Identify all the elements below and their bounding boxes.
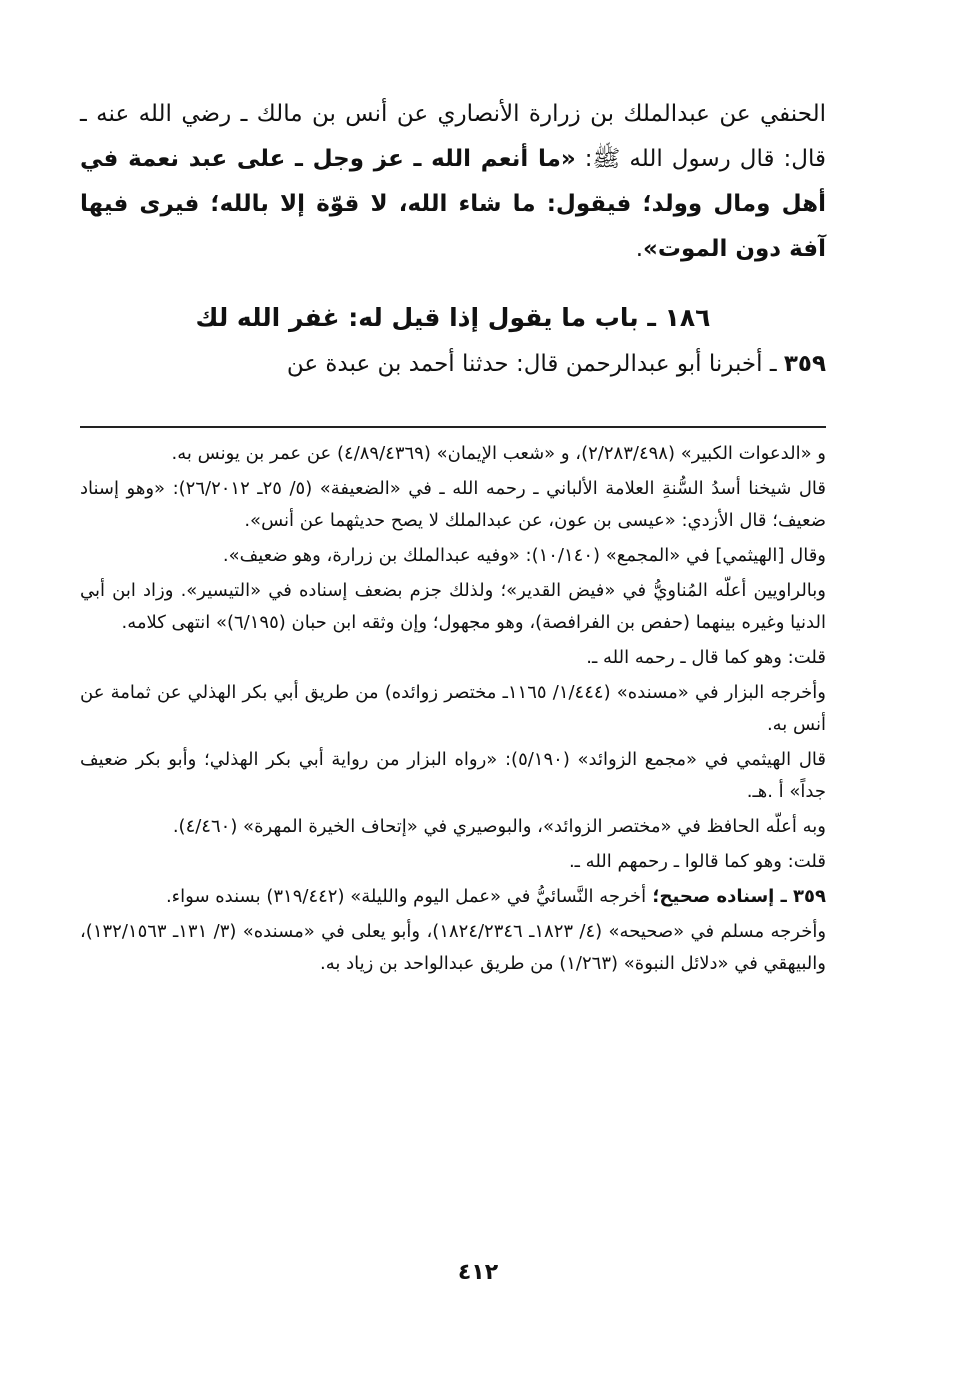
footnote-paragraph: وأخرجه مسلم في «صحيحه» (٤/ ١٨٢٣ـ ١٨٢٤/٢٣٤٦)، وأبو يعلى في «مسنده» (٣/ ١٣١ـ ١٣٢/١٥٦٣)، والبيهقي في «دلائل النبوة» (١/٢٦٣) من طريق عبدالواحد بن زياد به. [80, 921, 827, 974]
chapter-title: ١٨٦ ـ باب ما يقول إذا قيل له: غفر الله لك [195, 303, 711, 332]
footnote-paragraph: وأخرجه البزار في «مسنده» (١/٤٤٤/ ١١٦٥ـ مختصر زوائده) من طريق أبي بكر الهذلي عن ثمامة عن أنس به. [80, 682, 827, 735]
footnote-takhrij [80, 881, 826, 913]
main-text-end: . [635, 236, 644, 262]
footnote-paragraph: وقال [الهيثمي] في «المجمع» (١٠/١٤٠): «وفيه عبدالملك بن زرارة، وهو ضعيف». [222, 545, 826, 566]
footnote-paragraph: قال شيخنا أسدُ السُّنةِ العلامة الألباني ـ رحمه الله ـ في «الضعيفة» (٥/ ٢٥ـ ٢٦/٢٠١٢): «وهو إسناد ضعيف؛ قال الأزدي: «عيسى بن عون، عن عبدالملك لا يصح حديثهما عن أنس». [80, 478, 826, 531]
footnote-text: أخرجه النَّسائيُّ في «عمل اليوم والليلة» (٣١٩/٤٤٢) بسنده سواء. [165, 886, 647, 907]
page-number: ٤١٢ [457, 1260, 499, 1285]
footnote-grading: ـ إسناده صحيح؛ [646, 886, 794, 907]
hadith-quote: «ما أنعم الله ـ عز وجل ـ على عبد نعمة في أهل ومال وولد؛ فيقول: ما شاء الله، لا قوّة إلا بالله؛ فيرى فيها آفة دون الموت» [80, 146, 826, 262]
hadith-opening [80, 342, 826, 386]
footnote-paragraph: وبالراويين أعلّه المُناويُّ في «فيض القدير»؛ ولذلك جزم بضعف إسناده في «التيسير». وزاد ابن أبي الدنيا وغيره بينهما (حفص بن الفرافصة)، وهو مجهول؛ وإن وثقه ابن حبان (٦/١٩٥)» انتهى كلامه. [80, 580, 826, 633]
main-paragraph [80, 92, 826, 272]
footnote-paragraph: وبه أعلّه الحافظ في «مختصر الزوائد»، والبوصيري في «إتحاف الخيرة المهرة» (٤/٤٦٠). [172, 816, 826, 837]
footnote-paragraph: قلت: وهو كما قال ـ رحمه الله ـ. [586, 647, 826, 668]
hadith-text: ـ أخبرنا أبو عبدالرحمن قال: حدثنا أحمد بن عبدة عن [286, 351, 784, 377]
book-page [80, 92, 826, 983]
footnote-paragraph: قال الهيثمي في «مجمع الزوائد» (٥/١٩٠): «رواه البزار من رواية أبي بكر الهذلي؛ وأبو بكر ضعيف جداً» أ .هـ. [80, 749, 826, 802]
footnote-paragraph: و «الدعوات الكبير» (٢/٢٨٣/٤٩٨)، و «شعب الإيمان» (٤/٨٩/٤٣٦٩) عن عمر بن يونس به. [171, 443, 826, 464]
footnote-paragraph: قلت: وهو كما قالوا ـ رحمهم الله ـ. [568, 851, 826, 872]
main-text-intro: الحنفي عن عبدالملك بن زرارة الأنصاري عن أنس بن مالك ـ رضي الله عنه ـ قال: قال رسول الله ﷺ: [80, 101, 826, 172]
footnote-divider [80, 426, 826, 428]
footnotes [80, 438, 826, 980]
footnote-number: ٣٥٩ [793, 886, 826, 907]
hadith-number: ٣٥٩ [783, 351, 826, 377]
